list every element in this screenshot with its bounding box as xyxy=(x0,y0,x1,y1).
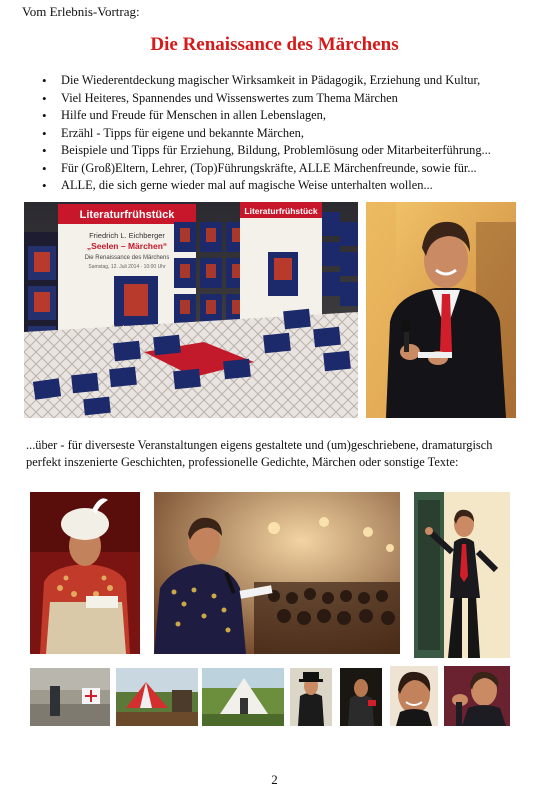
bullet-item: • ALLE, die sich gerne wieder mal auf magische Weise unterhalten wollen... xyxy=(40,177,491,195)
page-number: 2 xyxy=(271,772,278,787)
hall-performance-photo xyxy=(154,492,400,654)
description-paragraph: ...über - für diverseste Veranstaltungen eigens gestaltete und (um)geschriebene, dramaturgisch perfekt inszenierte Geschichten, professionelle Gedichte, Märchen oder sonstige Texte: xyxy=(26,438,493,469)
bullet-item: • Viel Heiteres, Spannendes und Wissenswertes zum Thema Märchen xyxy=(40,90,491,108)
poster-date: Samstag, 12. Juli 2014 · 10:00 Uhr xyxy=(88,264,166,270)
bullet-item: • Die Wiederentdeckung magischer Wirksamkeit in Pädagogik, Erziehung und Kultur, xyxy=(40,72,491,90)
poster-subtitle: Die Renaissance des Märchens xyxy=(84,255,170,261)
page-title: Die Renaissance des Märchens xyxy=(150,34,399,55)
bullet-item: • Für (Groß)Eltern, Lehrer, (Top)Führungskräfte, ALLE Märchenfreunde, sowie für... xyxy=(40,160,491,178)
bullet-item: • Erzähl - Tipps für eigene und bekannte Märchen, xyxy=(40,125,491,143)
thumbnail-knights-photo xyxy=(30,668,110,726)
poster-book-title: „Seelen – Märchen“ xyxy=(86,241,168,251)
speaker-portrait-photo xyxy=(366,202,516,418)
thumbnail-closeup-photo xyxy=(390,666,438,726)
thumbnail-tent-red-photo xyxy=(116,668,198,726)
bullet-item: • Beispiele und Tipps für Erziehung, Bildung, Problemlösung oder Mitarbeiterführung... xyxy=(40,142,491,160)
bullet-item: • Hilfe und Freude für Menschen in allen Lebenslagen, xyxy=(40,107,491,125)
poster-banner: Literaturfrühstück xyxy=(79,209,175,221)
turban-costume-photo xyxy=(30,492,140,654)
poster-banner-right: Literaturfrühstück xyxy=(244,206,318,216)
page-header: Vom Erlebnis-Vortrag: xyxy=(22,4,140,19)
bullet-list xyxy=(40,72,491,195)
poster-author: Friedrich L. Eichberger xyxy=(89,231,165,240)
thumbnail-tent-white-photo xyxy=(202,668,284,726)
thumbnail-hat-photo xyxy=(290,668,332,726)
book-display-photo xyxy=(24,202,358,418)
thumbnail-gesture-photo xyxy=(444,666,510,726)
thumbnail-stage-photo xyxy=(340,668,382,726)
doorway-figure-photo xyxy=(414,492,510,658)
